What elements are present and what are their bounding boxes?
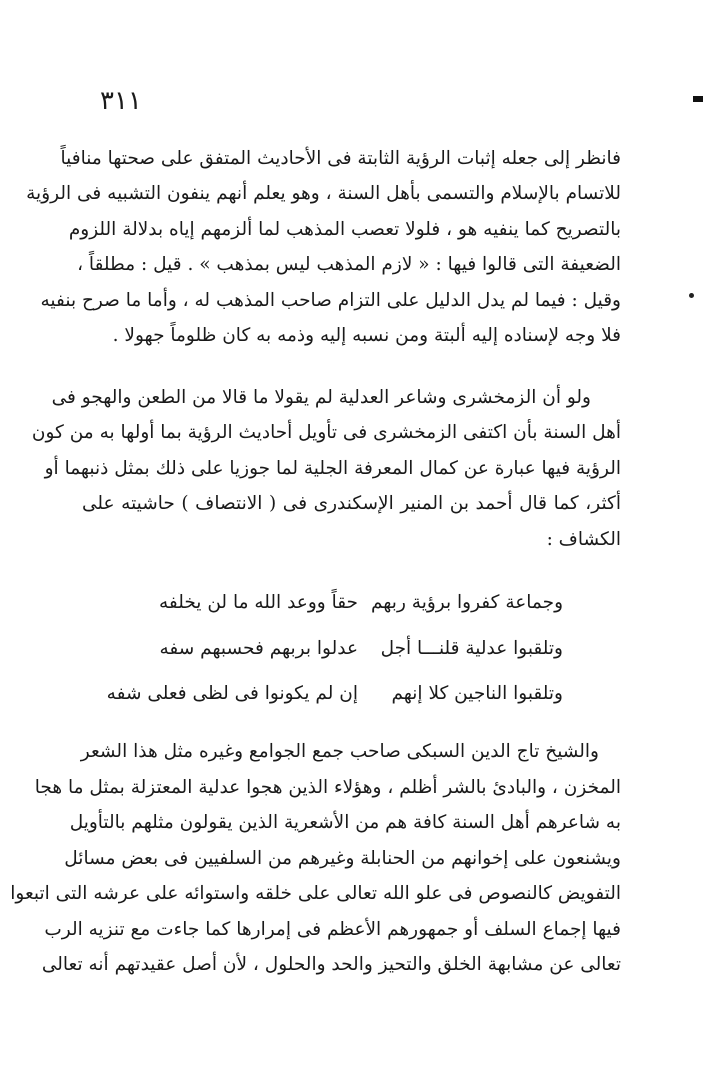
page-number: ٣١١ xyxy=(100,86,142,116)
paragraph3-line: فيها إجماع السلف أو جمهورهم الأعظم فى إمرارها كما جاءت مع تنزيه الرب xyxy=(44,919,621,940)
verse-second-hemistich: عدلوا بربهم فحسبهم سفه xyxy=(159,638,358,659)
paragraph1-line: فلا وجه لإسناده إليه ألبتة ومن نسبه إليه وذمه به كان ظلوماً جهولا . xyxy=(112,325,621,346)
verse-first-hemistich: وتلقبوا عدلية قلنـــا أجل xyxy=(380,638,563,659)
paragraph1-line: الضعيفة التى قالوا فيها : « لازم المذهب ليس بمذهب » . قيل : مطلقاً ، xyxy=(77,254,621,275)
edge-dot xyxy=(689,293,694,298)
paragraph3-line: والشيخ تاج الدين السبكى صاحب جمع الجوامع وغيره مثل هذا الشعر xyxy=(80,741,599,762)
verse-first-hemistich: وتلقبوا الناجين كلا إنهم xyxy=(391,683,563,704)
paragraph2-line: أهل السنة بأن اكتفى الزمخشرى فى تأويل أحاديث الرؤية بما أولها به من كون xyxy=(31,422,621,443)
paragraph1-line: فانظر إلى جعله إثبات الرؤية الثابتة فى الأحاديث المتفق على صحتها منافياً xyxy=(60,148,621,169)
verse-first-hemistich: وجماعة كفروا برؤية ربهم xyxy=(370,592,563,613)
paragraph2-line: ولو أن الزمخشرى وشاعر العدلية لم يقولا ما قالا من الطعن والهجو فى xyxy=(51,387,591,408)
paragraph3-line: التفويض كالنصوص فى علو الله تعالى على خلقه واستوائه على عرشه التى اتبعوا xyxy=(10,883,621,904)
verse-second-hemistich: حقاً ووعد الله ما لن يخلفه xyxy=(158,592,358,613)
verse-second-hemistich: إن لم يكونوا فى لظى فعلى شفه xyxy=(106,683,358,704)
paragraph3-line: تعالى عن مشابهة الخلق والتحيز والحد والحلول ، لأن أصل عقيدتهم أنه تعالى xyxy=(41,954,621,975)
paragraph1-line: للاتسام بالإسلام والتسمى بأهل السنة ، وهو يعلم أنهم ينفون التشبيه فى الرؤية xyxy=(26,183,621,204)
paragraph2-line: الرؤية فيها عبارة عن كمال المعرفة الجلية لما جوزيا على ذلك بمثل ذنبهما أو xyxy=(44,458,621,479)
paragraph3-line: المخزن ، والبادئ بالشر أظلم ، وهؤلاء الذين هجوا عدلية المعتزلة بمثل ما هجا xyxy=(34,777,621,798)
paragraph3-line: ويشنعون على إخوانهم من الحنابلة وغيرهم من السلفيين فى بعض مسائل xyxy=(64,848,621,869)
margin-mark xyxy=(693,96,703,102)
paragraph2-line: الكشاف : xyxy=(546,529,621,550)
paragraph2-line: أكثر، كما قال أحمد بن المنير الإسكندرى فى ( الانتصاف ) حاشيته على xyxy=(82,493,621,514)
paragraph1-line: وقيل : فيما لم يدل الدليل على التزام صاحب المذهب له ، وأما ما صرح بنفيه xyxy=(40,290,621,311)
paragraph3-line: به شاعرهم أهل السنة كافة هم من الأشعرية الذين يقولون مثلهم بالتأويل xyxy=(69,812,621,833)
paragraph1-line: بالتصريح كما ينفيه هو ، فلولا تعصب المذهب لما ألزمهم إياه بدلالة اللزوم xyxy=(68,219,621,240)
